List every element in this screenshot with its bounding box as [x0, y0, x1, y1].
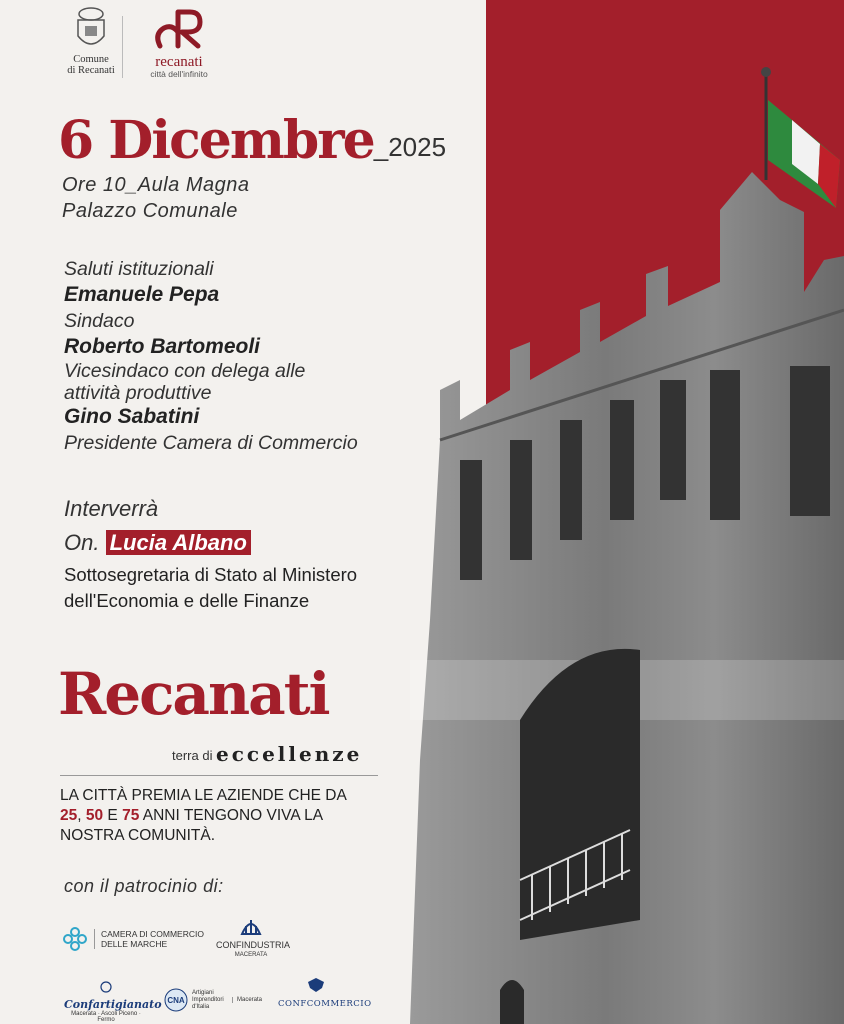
speaker-name: Roberto Bartomeoli [64, 335, 261, 358]
separator: , [77, 807, 86, 824]
guest-name: Lucia Albano [106, 530, 251, 555]
guest-role [64, 562, 434, 614]
years-25: 25 [60, 807, 78, 824]
date-year: _2025 [373, 132, 447, 162]
award-line2-rest: ANNI TENGONO VIVA LA [139, 807, 324, 824]
cna-sub: Artigiani Imprenditori d'Italia [192, 989, 224, 1010]
comune-logo [60, 6, 122, 76]
speaker-name: Gino Sabatini [64, 405, 200, 428]
r-monogram-icon [152, 6, 206, 50]
eccellenze-label: eccellenze [216, 742, 363, 766]
speaker-role: Sindaco [64, 310, 135, 332]
tower-photo [400, 60, 844, 1024]
award-description [60, 786, 380, 846]
award-line1: LA CITTÀ PREMIA LE AZIENDE CHE DA [60, 787, 347, 804]
award-line3: NOSTRA COMUNITÀ. [60, 827, 216, 844]
years-75: 75 [122, 807, 140, 824]
guest-role-line1: Sottosegretaria di Stato al Ministero [64, 564, 358, 585]
time-place: Ore 10_Aula Magna [62, 174, 250, 196]
event-date [58, 110, 446, 171]
coat-of-arms-icon [73, 6, 109, 52]
confindustria-emblem-icon [238, 912, 264, 938]
confcommercio-name: CONFCOMMERCIO [278, 999, 372, 1009]
confcommercio-emblem-icon [306, 976, 326, 994]
comune-line1: Comune [73, 54, 109, 65]
recanati-title: Recanati [58, 660, 329, 728]
guest-name-row [64, 530, 251, 556]
speaker-name: Emanuele Pepa [64, 283, 220, 306]
years-50: 50 [85, 807, 104, 824]
confartigianato-logo [64, 980, 162, 1023]
speakers-intro: Saluti istituzionali [64, 258, 214, 280]
cna-city: Macerata [232, 997, 262, 1003]
date-main: 6 Dicembre [58, 110, 374, 171]
brand-name: recanati [155, 54, 203, 70]
terra-di-label: terra di [172, 748, 213, 763]
cna-logo [164, 988, 262, 1012]
confartigianato-sub: Macerata · Ascoli Piceno · Fermo [71, 1011, 141, 1023]
venue: Palazzo Comunale [62, 200, 238, 222]
guest-intro: Interverrà [64, 496, 159, 521]
speakers-list [64, 256, 434, 456]
speaker-role: Presidente Camera di Commercio [64, 432, 358, 454]
confartigianato-name: Confartigianato [64, 998, 162, 1011]
brand-tagline: città dell'infinito [150, 69, 208, 79]
confindustria-city: MACERATA [234, 952, 268, 958]
recanati-brand-logo [134, 6, 224, 79]
speaker-role: attività produttive [64, 382, 212, 404]
cna-label: CNA [167, 996, 185, 1005]
divider-line [60, 775, 378, 776]
guest-title: On. [64, 530, 100, 555]
header-divider [122, 16, 123, 78]
patronage-label: con il patrocinio di: [64, 876, 224, 896]
confindustria-logo [216, 912, 290, 960]
event-location [62, 172, 250, 224]
comune-line2: di Recanati [67, 65, 115, 76]
cciaa-line2: DELLE MARCHE [101, 939, 168, 949]
confartigianato-emblem-icon [100, 981, 112, 993]
confindustria-name: CONFINDUSTRIA [216, 940, 290, 950]
cciaa-line1: CAMERA DI COMMERCIO [101, 929, 204, 939]
cna-emblem-icon [164, 988, 188, 1012]
confcommercio-logo [278, 976, 372, 1009]
camera-commercio-logo [62, 926, 204, 952]
speaker-role: Vicesindaco con delega alle [64, 360, 306, 382]
flower-icon [62, 926, 88, 952]
separator: E [103, 807, 123, 824]
guest-role-line2: dell'Economia e delle Finanze [64, 590, 310, 611]
